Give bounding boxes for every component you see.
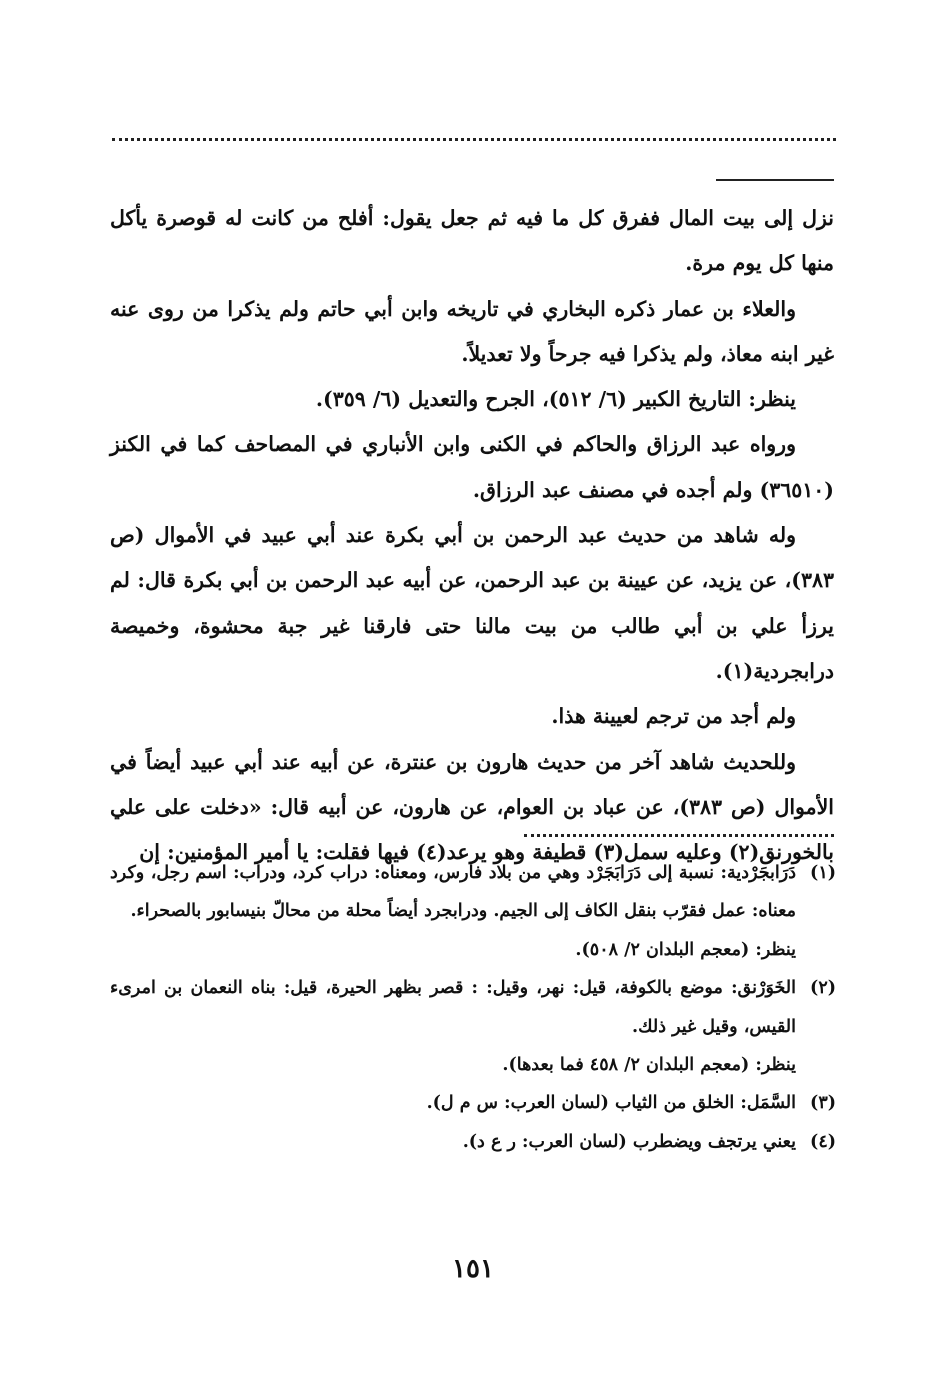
footnote-1 [110, 854, 836, 969]
top-dotted-separator [112, 124, 836, 141]
footnote-reference: ينظر: (معجم البلدان ٢/ ٤٥٨ فما بعدها). [502, 1055, 796, 1076]
footnote-2 [110, 969, 836, 1084]
footnote-reference: ينظر: (معجم البلدان ٢/ ٥٠٨). [575, 939, 796, 960]
footnote-number: (١) [810, 863, 836, 883]
footnote-separator [524, 822, 834, 837]
paragraph-1: نزل إلى بيت المال ففرق كل ما فيه ثم جعل يقول: أفلح من كانت له قوصرة يأكل منها كل يوم مرة. [110, 206, 834, 276]
footnote-3 [110, 1084, 836, 1122]
footnote-4 [110, 1123, 836, 1161]
paragraph-5: وله شاهد من حديث عبد الرحمن بن أبي بكرة عند أبي عبيد في الأموال (ص ٣٨٣)، عن يزيد، عن عيينة بن عبد الرحمن، عن أبيه عبد الرحمن بن أبي بكرة قال: لم يرزأ علي بن أبي طالب من بيت مالنا حتى فارقنا غير جبة محشوة، وخميصة درابجردية(١). [110, 523, 834, 683]
footnote-text: السَّمَل: الخلق من الثياب (لسان العرب: س م ل). [426, 1093, 796, 1114]
page-number: ١٥١ [452, 1254, 494, 1284]
main-text [110, 196, 834, 875]
footnote-text: الخَوَرْنق: موضع بالكوفة، قيل: نهر، وقيل: : قصر بظهر الحيرة، قيل: بناه النعمان بن امرىء القيس، وقيل غير ذلك. [110, 978, 796, 1037]
paragraph-2: والعلاء بن عمار ذكره البخاري في تاريخه وابن أبي حاتم ولم يذكرا من روى عنه غير ابنه معاذ، ولم يذكرا فيه جرحاً ولا تعديلاً. [110, 296, 834, 366]
footnote-number: (٣) [810, 1093, 836, 1114]
paragraph-7: وللحديث شاهد آخر من حديث هارون بن عنترة، عن أبيه عند أبي عبيد أيضاً في الأموال (ص ٣٨٣)، عن عباد بن العوام، عن هارون، عن أبيه قال: «دخلت على علي بالخورنق(٢) وعليه سمل(٣) قطيفة وهو يرعد(٤) فيها فقلت: يا أمير المؤمنين: إن [110, 749, 834, 865]
paragraph-3: ينظر: التاريخ الكبير (٦/ ٥١٢)، الجرح والتعديل (٦/ ٣٥٩). [315, 387, 796, 412]
footnote-number: (٢) [810, 978, 836, 999]
paragraph-6: ولم أجد من ترجم لعيينة هذا. [551, 704, 796, 729]
short-separator-line [716, 179, 834, 181]
footnote-text: يعني يرتجف ويضطرب (لسان العرب: ر ع د). [462, 1131, 796, 1152]
footnotes [110, 854, 836, 1161]
footnote-number: (٤) [810, 1131, 836, 1152]
paragraph-4: ورواه عبد الرزاق والحاكم في الكنى وابن الأنباري في المصاحف كما في الكنز (٣٦٥١٠) ولم أجده في مصنف عبد الرزاق. [110, 432, 834, 502]
footnote-text: دَرَابجَرْدية: نسبة إلى دَرَابَجَرْد وهي من بلاد فارس، ومعناه: دراب كرد، ودراب: اسم رجل، وكرد معناه: عمل فقرّب بنقل الكاف إلى الجيم. ودرابجرد أيضاً محلة من محالّ بنيسابور بالصحراء. [110, 863, 796, 922]
